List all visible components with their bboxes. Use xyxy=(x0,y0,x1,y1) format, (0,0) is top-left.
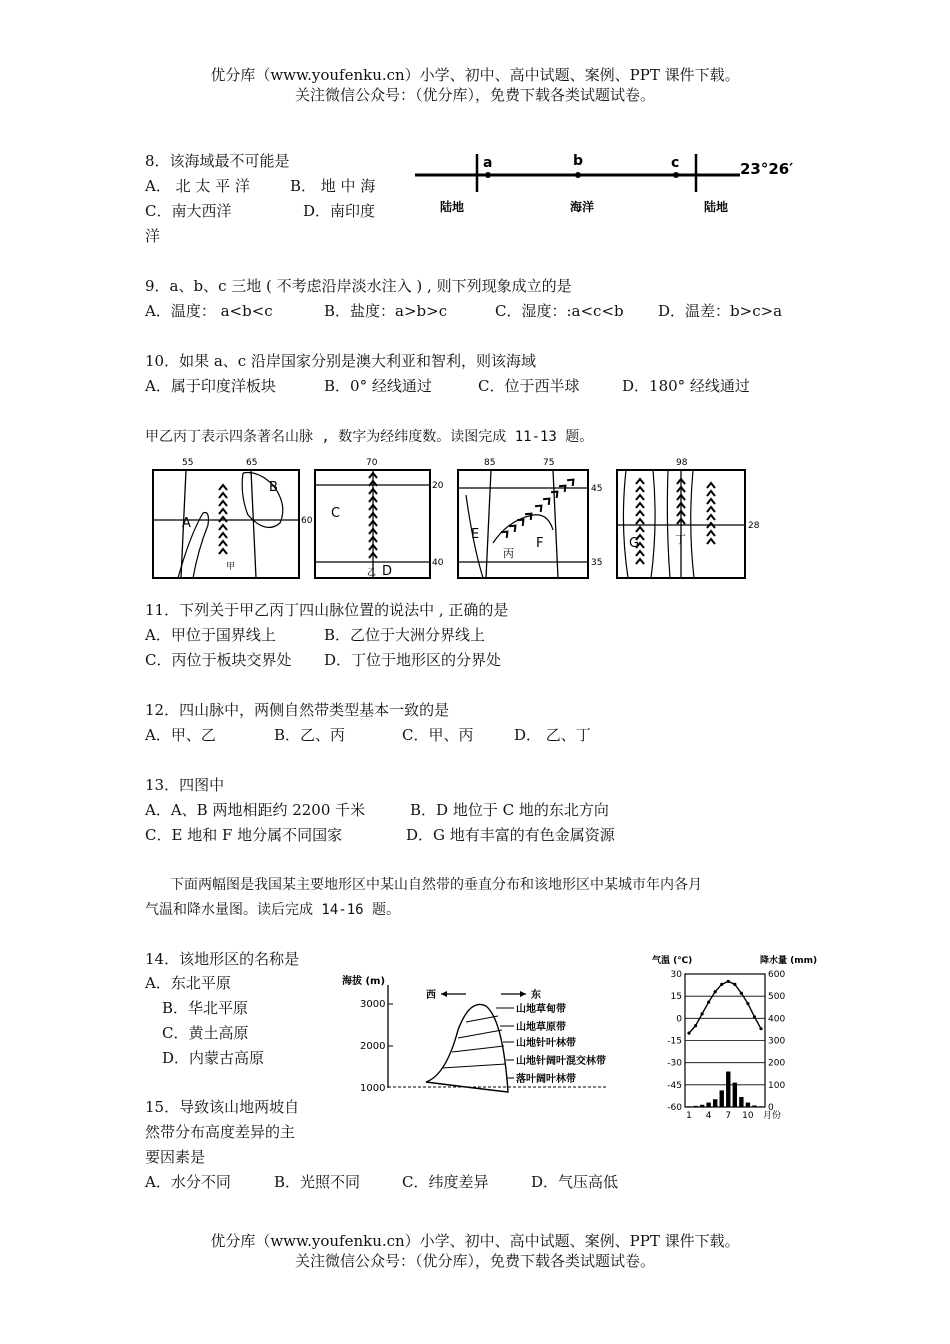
q11-stem: 11．下列关于甲乙丙丁四山脉位置的说法中 , 正确的是 xyxy=(145,601,509,619)
map-ding xyxy=(617,458,760,578)
map3-label-e: E xyxy=(471,527,480,542)
q14-option-b: B．华北平原 xyxy=(162,999,249,1017)
q8-stem: 8．该海域最不可能是 xyxy=(145,152,290,170)
q11-option-a: A．甲位于国界线上 xyxy=(145,626,276,644)
map4-label-g: G xyxy=(629,536,640,551)
q11-option-b: B．乙位于大洲分界线上 xyxy=(324,626,486,644)
q12-option-a: A．甲、乙 xyxy=(145,726,216,744)
point-c xyxy=(673,172,679,178)
map2-name: 乙 xyxy=(367,568,377,578)
temperature-point xyxy=(746,1002,749,1005)
label-ocean: 海洋 xyxy=(570,200,595,214)
q15-stem-line-2: 然带分布高度差异的主 xyxy=(145,1123,296,1141)
q8-option-d: D．南印度 xyxy=(303,202,376,220)
month-tick-label: 4 xyxy=(705,1111,712,1121)
q15-option-a: A．水分不同 xyxy=(145,1173,231,1191)
map-jia xyxy=(153,458,313,578)
header-line-1: 优分库（www.youfenku.cn）小学、初中、高中试题、案例、PPT 课件下载。 xyxy=(210,66,740,84)
q9-option-b: B．盐度：a>b>c xyxy=(324,302,448,320)
precip-bar xyxy=(733,1083,737,1107)
temp-tick-label: -45 xyxy=(667,1080,682,1091)
q9-option-c: C．湿度：:a<c<b xyxy=(495,302,624,320)
temp-tick-label: -60 xyxy=(667,1103,682,1113)
map1-lon-65: 65 xyxy=(246,458,258,468)
q10-option-a: A．属于印度洋板块 xyxy=(145,377,276,395)
q15-option-d: D．气压高低 xyxy=(531,1173,619,1191)
q11-option-d: D．丁位于地形区的分界处 xyxy=(324,651,502,669)
temperature-point xyxy=(740,992,743,995)
map1-lon-55: 55 xyxy=(182,458,194,468)
q13-stem: 13．四图中 xyxy=(145,776,225,794)
label-land-left: 陆地 xyxy=(440,200,465,214)
q12-stem: 12．四山脉中，两侧自然带类型基本一致的是 xyxy=(145,701,450,719)
precip-bar xyxy=(739,1097,743,1107)
temperature-point xyxy=(707,1000,710,1003)
belt-steppe: 山地草原带 xyxy=(516,1022,566,1033)
q13-option-d: D．G 地有丰富的有色金属资源 xyxy=(406,826,615,844)
temperature-point xyxy=(720,983,723,986)
temperature-point xyxy=(714,990,717,993)
temperature-point xyxy=(753,1015,756,1018)
q8-option-b: B． 地 中 海 xyxy=(290,177,376,195)
precip-tick-label: 600 xyxy=(768,970,786,980)
q14-stem: 14．该地形区的名称是 xyxy=(145,950,300,968)
point-b xyxy=(575,172,581,178)
map4-name: 丁 xyxy=(675,533,686,546)
label-land-right: 陆地 xyxy=(704,200,729,214)
month-tick-label: 7 xyxy=(725,1111,732,1121)
temperature-line xyxy=(689,981,761,1033)
precip-bar xyxy=(693,1106,697,1107)
precip-tick-label: 300 xyxy=(768,1036,786,1047)
map3-lon-75: 75 xyxy=(543,458,555,468)
map1-label-a: A xyxy=(182,516,191,531)
belt-coniferous: 山地针叶林带 xyxy=(516,1038,576,1049)
precip-bar xyxy=(720,1090,724,1107)
q15-option-c: C．纬度差异 xyxy=(402,1173,489,1191)
temp-tick-label: -15 xyxy=(667,1036,682,1047)
mountain-profile xyxy=(426,1004,508,1092)
precip-axis-title: 降水量 (mm) xyxy=(760,956,818,966)
precip-bar xyxy=(700,1105,704,1107)
map3-lat-35: 35 xyxy=(591,558,603,568)
q10-option-b: B．0° 经线通过 xyxy=(324,377,432,395)
temp-tick-label: 15 xyxy=(670,992,682,1003)
label-b: b xyxy=(573,153,584,169)
q9-option-d: D．温差：b>c>a xyxy=(658,302,783,320)
q11-option-c: C．丙位于板块交界处 xyxy=(145,651,292,669)
precip-bar xyxy=(746,1103,750,1107)
q15-stem-line-1: 15．导致该山地两坡自 xyxy=(145,1098,300,1116)
climate-chart xyxy=(648,952,823,1127)
intro-14-16-line-1: 下面两幅图是我国某主要地形区中某山自然带的垂直分布和该地形区中某城市年内各月 xyxy=(170,877,702,893)
map2-label-d: D xyxy=(382,564,393,579)
q12-option-c: C．甲、丙 xyxy=(402,726,474,744)
direction-east: 东 xyxy=(531,990,541,1001)
altitude-tick-3000: 3000 xyxy=(360,999,386,1010)
map4-lon-98: 98 xyxy=(676,458,688,468)
map2-lat-40: 40 xyxy=(432,558,444,568)
footer-line-2: 关注微信公众号：（优分库），免费下载各类试题试卷。 xyxy=(294,1252,655,1270)
map3-lat-45: 45 xyxy=(591,484,603,494)
temp-tick-label: 0 xyxy=(676,1014,682,1025)
precip-bar xyxy=(706,1103,710,1107)
ocean-cross-section-figure xyxy=(410,148,810,220)
intro-11-13: 甲乙丙丁表示四条著名山脉 , 数字为经纬度数。读图完成 11-13 题。 xyxy=(145,429,594,445)
q12-option-b: B．乙、丙 xyxy=(274,726,346,744)
temperature-point xyxy=(727,980,730,983)
altitude-tick-2000: 2000 xyxy=(360,1041,386,1052)
temperature-point xyxy=(733,983,736,986)
label-c: c xyxy=(671,155,680,171)
temperature-point xyxy=(694,1024,697,1027)
q14-option-a: A．东北平原 xyxy=(145,974,231,992)
belt-deciduous: 落叶阔叶林带 xyxy=(516,1074,576,1085)
latitude-label: 23°26′ xyxy=(740,160,794,178)
q8-option-a: A． 北 太 平 洋 xyxy=(145,177,250,195)
month-tick-label: 1 xyxy=(686,1111,692,1121)
q13-option-a: A．A、B 两地相距约 2200 千米 xyxy=(145,801,366,819)
temperature-point xyxy=(700,1012,703,1015)
q10-option-d: D．180° 经线通过 xyxy=(622,377,750,395)
q14-option-c: C．黄土高原 xyxy=(162,1024,249,1042)
map3-lon-85: 85 xyxy=(484,458,496,468)
q13-option-b: B．D 地位于 C 地的东北方向 xyxy=(410,801,609,819)
precip-tick-label: 100 xyxy=(768,1080,786,1091)
mountain-zonation-figure xyxy=(338,970,638,1100)
q12-option-d: D． 乙、丁 xyxy=(514,726,591,744)
q10-stem: 10．如果 a、c 沿岸国家分别是澳大利亚和智利，则该海域 xyxy=(145,352,536,370)
map3-label-f: F xyxy=(536,536,544,551)
map2-lat-20: 20 xyxy=(432,481,444,491)
intro-14-16-line-2: 气温和降水量图。读后完成 14-16 题。 xyxy=(145,902,401,918)
point-a xyxy=(485,172,491,178)
q9-option-a: A．温度： a<b<c xyxy=(145,302,273,320)
precip-tick-label: 0 xyxy=(768,1103,774,1113)
map4-lat-28: 28 xyxy=(748,521,760,531)
temperature-point xyxy=(759,1027,762,1030)
altitude-tick-1000: 1000 xyxy=(360,1083,386,1094)
footer-line-1: 优分库（www.youfenku.cn）小学、初中、高中试题、案例、PPT 课件下载。 xyxy=(210,1232,740,1250)
precip-tick-label: 200 xyxy=(768,1058,786,1069)
map1-lat-60: 60 xyxy=(301,516,313,526)
direction-west: 西 xyxy=(426,990,436,1001)
temp-tick-label: -30 xyxy=(667,1058,682,1069)
map-yi xyxy=(315,458,444,579)
precip-bar xyxy=(759,1106,763,1107)
belt-meadow: 山地草甸带 xyxy=(516,1004,566,1015)
precip-bar xyxy=(726,1072,730,1107)
map2-lon-70: 70 xyxy=(366,458,378,468)
month-axis-unit: 月份 xyxy=(763,1111,782,1121)
q15-stem-line-3: 要因素是 xyxy=(145,1148,206,1166)
altitude-axis-title: 海拔 (m) xyxy=(342,976,386,987)
q8-option-c: C．南大西洋 xyxy=(145,202,232,220)
precip-bar xyxy=(752,1105,756,1107)
precip-tick-label: 400 xyxy=(768,1014,786,1025)
q13-option-c: C．E 地和 F 地分属不同国家 xyxy=(145,826,343,844)
q10-option-c: C．位于西半球 xyxy=(478,377,580,395)
map1-name: 甲 xyxy=(226,562,236,572)
q8-option-d-continued: 洋 xyxy=(145,227,161,245)
belt-mixed-forest: 山地针阔叶混交林带 xyxy=(516,1056,606,1067)
label-a: a xyxy=(483,155,493,171)
map3-name: 丙 xyxy=(503,547,514,560)
month-tick-label: 10 xyxy=(742,1111,754,1121)
map2-label-c: C xyxy=(331,506,341,521)
temp-axis-title: 气温 (℃) xyxy=(652,956,693,966)
q9-stem: 9．a、b、c 三地 ( 不考虑沿岸淡水注入 ) , 则下列现象成立的是 xyxy=(145,277,572,295)
precip-bar xyxy=(687,1106,691,1107)
q15-option-b: B．光照不同 xyxy=(274,1173,361,1191)
header-line-2: 关注微信公众号：（优分库），免费下载各类试题试卷。 xyxy=(294,86,655,104)
temperature-point xyxy=(687,1032,690,1035)
precip-tick-label: 500 xyxy=(768,992,786,1003)
temp-tick-label: 30 xyxy=(670,970,682,980)
map1-label-b: B xyxy=(269,480,278,495)
precip-bar xyxy=(713,1099,717,1107)
map-bing xyxy=(458,458,602,578)
q14-option-d: D．内蒙古高原 xyxy=(162,1049,265,1067)
mountain-maps-figure xyxy=(148,455,768,585)
